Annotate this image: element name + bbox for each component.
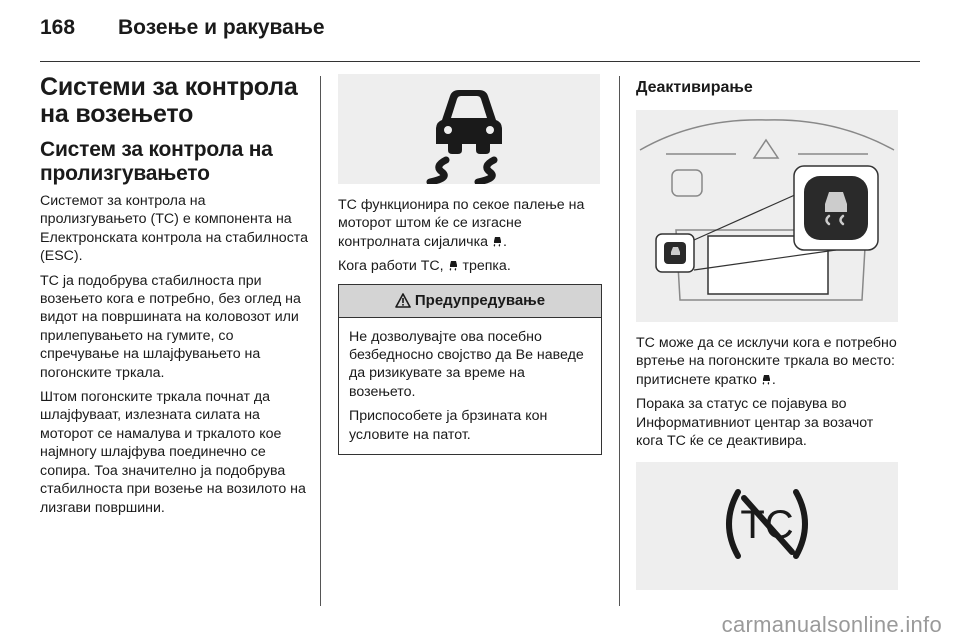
page-header: [40, 14, 920, 54]
traction-control-figure: [338, 74, 600, 184]
subsection-heading: Систем за контрола на пролизгувањето: [40, 138, 273, 185]
warning-triangle-icon: [395, 293, 411, 308]
tc-off-label: TC: [740, 503, 794, 548]
warning-box: [338, 284, 602, 455]
paragraph: Системот за контрола на пролизгувањето (TC) е компонента на Електронската контрола на стабилноста (ESC).: [40, 193, 309, 265]
paragraph: Порака за статус се појавува во Информативниот центар за возачот кога TC ќе се деактивира.: [636, 396, 874, 450]
paragraph: TC ја подобрува стабилноста при возењето кога е потребно, без оглед на видот на површината на коловозот или прилепувањето на гумите, со спречување на шлајфувањето на погонските тркала.: [40, 272, 301, 381]
paragraph: Не дозволувајте ова посебно безбедносно својство да Ве наведе да ризикувате за време на возењето.: [349, 328, 584, 400]
paragraph: TC може да се исклучи кога е потребно вртење на погонските тркала во место: притиснете кратко .: [636, 335, 897, 388]
paragraph: TC функционира по секое палење на моторот штом ќе се изгасне контролната сијаличка .: [338, 197, 585, 250]
warning-title: Предупредување: [414, 292, 546, 310]
traction-control-icon: [761, 373, 772, 385]
dashboard-button-figure: [636, 110, 898, 322]
dashboard-illustration: [636, 110, 898, 322]
header-divider: [40, 61, 920, 62]
traction-control-icon: [448, 259, 459, 271]
column-divider-right: [619, 76, 620, 606]
watermark: carmanualsonline.info: [721, 612, 942, 637]
right-column: [636, 74, 900, 590]
warning-header: [339, 285, 601, 318]
page-number: 168: [40, 16, 76, 39]
traction-control-car-icon: [338, 74, 600, 184]
subsection-heading: Деактивирање: [636, 79, 753, 96]
warning-body: [339, 318, 601, 454]
paragraph: Кога работи TC, трепка.: [338, 258, 511, 275]
traction-control-icon: [492, 235, 503, 247]
middle-column: [338, 74, 602, 455]
paragraph: Приспособете ја брзината кон условите на патот.: [349, 408, 548, 443]
tc-off-figure: [636, 462, 898, 590]
left-column: [40, 74, 308, 523]
tc-off-warning-icon: [636, 462, 898, 590]
section-heading: Системи за контрола на возењето: [40, 73, 298, 128]
column-divider-left: [320, 76, 321, 606]
paragraph: Штом погонските тркала почнат да шлајфуваат, излезната силата на моторот се намалува и тркалото кое најмногу шлајфува поединечно се сопира. Тоа значително ја подобрува стабилноста при возење на возилото на лизгави површини.: [40, 389, 306, 516]
running-title: Возење и ракување: [118, 16, 325, 39]
